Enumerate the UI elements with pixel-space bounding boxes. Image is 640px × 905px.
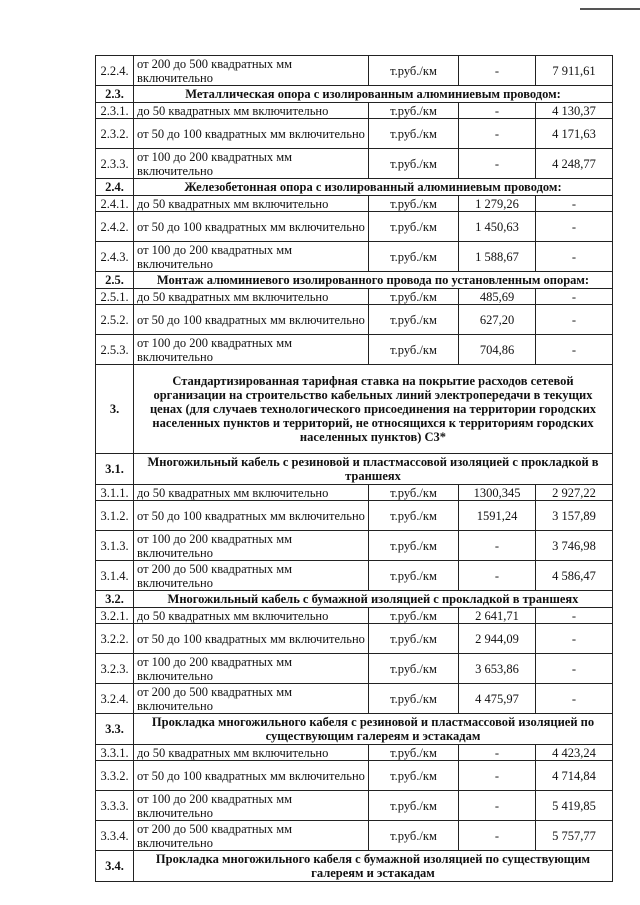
row-value-2: -: [536, 242, 613, 272]
row-number: 2.4.3.: [96, 242, 134, 272]
row-value-2: -: [536, 335, 613, 365]
table-row: [96, 212, 613, 242]
row-value-1: 704,86: [459, 335, 536, 365]
row-value-2: 4 586,47: [536, 561, 613, 591]
row-number: 3.1.4.: [96, 561, 134, 591]
row-number: 3.1.1.: [96, 485, 134, 501]
row-value-2: -: [536, 684, 613, 714]
table-row: [96, 761, 613, 791]
row-unit: т.руб./км: [369, 791, 459, 821]
table-row: [96, 561, 613, 591]
row-description: от 50 до 100 квадратных мм включительно: [134, 305, 369, 335]
row-value-2: -: [536, 196, 613, 212]
table-row: [96, 791, 613, 821]
row-number: 2.5.1.: [96, 289, 134, 305]
table-row: [96, 624, 613, 654]
table-row: [96, 289, 613, 305]
row-description: от 100 до 200 квадратных мм включительно: [134, 531, 369, 561]
row-unit: т.руб./км: [369, 335, 459, 365]
section-number: 3.3.: [96, 714, 134, 745]
row-description: от 50 до 100 квадратных мм включительно: [134, 501, 369, 531]
section-title: Стандартизированная тарифная ставка на покрытие расходов сетевой организации на строительство кабельных линий электропередачи в текущих ценах (для случаев технологического присоединения на территории городских населенных пунктов и территорий, не относящихся к территориям городских населенных пунктов) С3*: [134, 365, 613, 454]
table-row: [96, 305, 613, 335]
row-number: 3.3.3.: [96, 791, 134, 821]
row-value-1: 1591,24: [459, 501, 536, 531]
row-number: 2.5.2.: [96, 305, 134, 335]
row-unit: т.руб./км: [369, 608, 459, 624]
section-title: Прокладка многожильного кабеля с бумажной изоляцией по существующим галереям и эстакадам: [134, 851, 613, 882]
section-number: 2.5.: [96, 272, 134, 289]
row-number: 3.1.3.: [96, 531, 134, 561]
row-unit: т.руб./км: [369, 501, 459, 531]
row-description: до 50 квадратных мм включительно: [134, 608, 369, 624]
section-title: Многожильный кабель с резиновой и пластмассовой изоляцией с прокладкой в траншеях: [134, 454, 613, 485]
section-header-row: [96, 86, 613, 103]
row-value-2: -: [536, 608, 613, 624]
row-number: 2.3.2.: [96, 119, 134, 149]
row-value-1: 627,20: [459, 305, 536, 335]
row-value-2: -: [536, 212, 613, 242]
row-value-2: 3 157,89: [536, 501, 613, 531]
row-value-1: 1 588,67: [459, 242, 536, 272]
row-value-1: 1 279,26: [459, 196, 536, 212]
row-description: от 100 до 200 квадратных мм включительно: [134, 149, 369, 179]
row-value-1: 4 475,97: [459, 684, 536, 714]
table-row: [96, 335, 613, 365]
row-unit: т.руб./км: [369, 821, 459, 851]
row-value-2: 4 423,24: [536, 745, 613, 761]
row-unit: т.руб./км: [369, 624, 459, 654]
row-unit: т.руб./км: [369, 149, 459, 179]
table-row: [96, 196, 613, 212]
table-row: [96, 608, 613, 624]
section-title: Прокладка многожильного кабеля с резиновой и пластмассовой изоляцией по существующим галереям и эстакадам: [134, 714, 613, 745]
row-unit: т.руб./км: [369, 684, 459, 714]
table-row: [96, 56, 613, 86]
row-unit: т.руб./км: [369, 561, 459, 591]
table-row: [96, 745, 613, 761]
row-value-2: 7 911,61: [536, 56, 613, 86]
row-value-1: -: [459, 56, 536, 86]
row-description: от 200 до 500 квадратных мм включительно: [134, 561, 369, 591]
table-row: [96, 531, 613, 561]
row-value-2: 4 248,77: [536, 149, 613, 179]
section-title: Многожильный кабель с бумажной изоляцией с прокладкой в траншеях: [134, 591, 613, 608]
table-row: [96, 654, 613, 684]
row-value-1: 1 450,63: [459, 212, 536, 242]
row-description: до 50 квадратных мм включительно: [134, 485, 369, 501]
table-row: [96, 501, 613, 531]
row-value-2: 4 171,63: [536, 119, 613, 149]
row-number: 3.3.2.: [96, 761, 134, 791]
table-row: [96, 103, 613, 119]
row-description: до 50 квадратных мм включительно: [134, 745, 369, 761]
row-description: от 100 до 200 квадратных мм включительно: [134, 242, 369, 272]
section-header-row: [96, 272, 613, 289]
row-description: от 50 до 100 квадратных мм включительно: [134, 624, 369, 654]
row-value-2: -: [536, 654, 613, 684]
row-unit: т.руб./км: [369, 196, 459, 212]
row-unit: т.руб./км: [369, 56, 459, 86]
row-value-1: 2 944,09: [459, 624, 536, 654]
row-number: 2.5.3.: [96, 335, 134, 365]
row-number: 2.3.3.: [96, 149, 134, 179]
row-description: от 50 до 100 квадратных мм включительно: [134, 761, 369, 791]
row-unit: т.руб./км: [369, 745, 459, 761]
row-description: от 100 до 200 квадратных мм включительно: [134, 335, 369, 365]
row-unit: т.руб./км: [369, 761, 459, 791]
row-unit: т.руб./км: [369, 485, 459, 501]
row-value-2: 3 746,98: [536, 531, 613, 561]
row-description: от 200 до 500 квадратных мм включительно: [134, 684, 369, 714]
table-row: [96, 821, 613, 851]
row-unit: т.руб./км: [369, 242, 459, 272]
row-description: от 100 до 200 квадратных мм включительно: [134, 654, 369, 684]
row-number: 3.2.3.: [96, 654, 134, 684]
row-description: от 100 до 200 квадратных мм включительно: [134, 791, 369, 821]
row-value-2: -: [536, 305, 613, 335]
section-title: Металлическая опора с изолированным алюминиевым проводом:: [134, 86, 613, 103]
row-number: 3.2.4.: [96, 684, 134, 714]
row-unit: т.руб./км: [369, 103, 459, 119]
row-number: 3.3.1.: [96, 745, 134, 761]
table-row: [96, 684, 613, 714]
row-number: 3.2.2.: [96, 624, 134, 654]
section-header-row: [96, 179, 613, 196]
row-unit: т.руб./км: [369, 119, 459, 149]
row-description: от 50 до 100 квадратных мм включительно: [134, 212, 369, 242]
row-description: от 50 до 100 квадратных мм включительно: [134, 119, 369, 149]
row-value-2: 5 757,77: [536, 821, 613, 851]
row-value-2: -: [536, 624, 613, 654]
row-number: 2.2.4.: [96, 56, 134, 86]
section-number: 3.: [96, 365, 134, 454]
row-value-1: -: [459, 103, 536, 119]
row-number: 2.4.2.: [96, 212, 134, 242]
section-number: 3.2.: [96, 591, 134, 608]
row-number: 3.1.2.: [96, 501, 134, 531]
section-number: 2.4.: [96, 179, 134, 196]
table-row: [96, 149, 613, 179]
row-description: до 50 квадратных мм включительно: [134, 289, 369, 305]
tariff-table: [95, 55, 613, 882]
row-value-1: -: [459, 791, 536, 821]
section-header-row: [96, 591, 613, 608]
row-description: от 200 до 500 квадратных мм включительно: [134, 821, 369, 851]
row-value-2: 5 419,85: [536, 791, 613, 821]
row-value-1: -: [459, 561, 536, 591]
tariff-table-body: [96, 56, 613, 882]
page-corner-mark: [580, 8, 640, 10]
table-row: [96, 485, 613, 501]
row-value-1: -: [459, 821, 536, 851]
row-value-1: -: [459, 531, 536, 561]
row-value-1: 3 653,86: [459, 654, 536, 684]
section-header-row: [96, 454, 613, 485]
row-unit: т.руб./км: [369, 305, 459, 335]
section-number: 3.1.: [96, 454, 134, 485]
row-value-2: 2 927,22: [536, 485, 613, 501]
row-value-1: -: [459, 119, 536, 149]
row-number: 2.3.1.: [96, 103, 134, 119]
row-number: 3.3.4.: [96, 821, 134, 851]
row-description: до 50 квадратных мм включительно: [134, 103, 369, 119]
section-number: 2.3.: [96, 86, 134, 103]
row-value-1: 2 641,71: [459, 608, 536, 624]
row-unit: т.руб./км: [369, 289, 459, 305]
section-number: 3.4.: [96, 851, 134, 882]
row-value-1: 485,69: [459, 289, 536, 305]
row-unit: т.руб./км: [369, 212, 459, 242]
row-unit: т.руб./км: [369, 654, 459, 684]
table-row: [96, 242, 613, 272]
row-value-2: 4 714,84: [536, 761, 613, 791]
row-description: до 50 квадратных мм включительно: [134, 196, 369, 212]
section-header-row: [96, 851, 613, 882]
section-title: Железобетонная опора с изолированный алюминиевым проводом:: [134, 179, 613, 196]
table-row: [96, 119, 613, 149]
row-value-1: 1300,345: [459, 485, 536, 501]
row-unit: т.руб./км: [369, 531, 459, 561]
row-value-1: -: [459, 745, 536, 761]
row-value-2: 4 130,37: [536, 103, 613, 119]
row-number: 2.4.1.: [96, 196, 134, 212]
row-description: от 200 до 500 квадратных мм включительно: [134, 56, 369, 86]
row-value-1: -: [459, 761, 536, 791]
section-title: Монтаж алюминиевого изолированного провода по установленным опорам:: [134, 272, 613, 289]
row-number: 3.2.1.: [96, 608, 134, 624]
section-header-row: [96, 714, 613, 745]
row-value-2: -: [536, 289, 613, 305]
section-header-row: [96, 365, 613, 454]
row-value-1: -: [459, 149, 536, 179]
